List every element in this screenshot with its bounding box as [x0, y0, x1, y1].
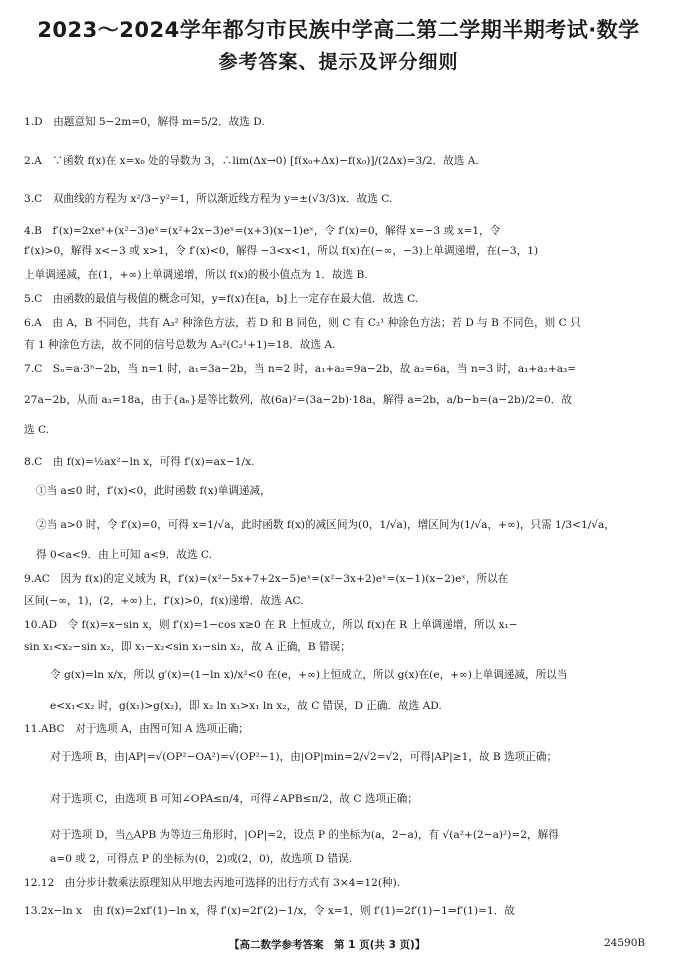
answer-line: a=0 或 2，可得点 P 的坐标为(0，2)或(2，0)，故选项 D 错误. [50, 853, 353, 865]
answer-line: 令 g(x)=ln x/x，所以 g′(x)=(1−ln x)/x²<0 在(e，+∞)上恒成立，所以 g(x)在(e，+∞)上单调递减，所以当 [50, 669, 568, 681]
answer-line: ②当 a>0 时，令 f′(x)=0，可得 x=1/√a，此时函数 f(x)的减区间为(0，1/√a)，增区间为(1/√a，+∞)，只需 1/3<1/√a， [36, 519, 615, 531]
answer-line: 12.12 由分步计数乘法原理知从甲地去丙地可选择的出行方式有 3×4=12(种). [24, 877, 401, 889]
answer-line: 1.D 由题意知 5−2m=0，解得 m=5/2．故选 D. [24, 116, 265, 128]
answer-line: 13.2x−ln x 由 f(x)=2xf′(1)−ln x，得 f′(x)=2f′(2)−1/x，令 x=1，则 f′(1)=2f′(1)−1⇒f′(1)=1．故 [24, 905, 515, 917]
footer-code: 24590B [604, 937, 646, 949]
answer-line: 5.C 由函数的最值与极值的概念可知，y=f(x)在[a，b]上一定存在最大值．故选 C. [24, 293, 419, 305]
answer-line: sin x₁<x₂−sin x₂，即 x₁−x₂<sin x₁−sin x₂，故 A 正确，B 错误； [24, 641, 351, 653]
answer-line: 区间(−∞，1)，(2，+∞)上，f′(x)>0，f(x)递增．故选 AC. [24, 595, 304, 607]
page-title: 2023～2024学年都匀市民族中学高二第二学期半期考试·数学 [37, 18, 640, 42]
answer-line: 10.AD 令 f(x)=x−sin x，则 f′(x)=1−cos x≥0 在 R 上恒成立，所以 f(x)在 R 上单调递增，所以 x₁− [24, 619, 518, 631]
answer-line: 8.C 由 f(x)=½ax²−ln x，可得 f′(x)=ax−1/x. [24, 456, 255, 468]
answer-line: 9.AC 因为 f(x)的定义域为 R，f′(x)=(x²−5x+7+2x−5)eˣ=(x²−3x+2)eˣ=(x−1)(x−2)eˣ，所以在 [24, 573, 509, 585]
answer-line: f′(x)>0，解得 x<−3 或 x>1，令 f′(x)<0，解得 −3<x<1，所以 f(x)在(−∞，−3)上单调递增，在(−3，1) [24, 245, 539, 257]
page-subtitle: 参考答案、提示及评分细则 [218, 51, 459, 73]
answer-line: 对于选项 C，由选项 B 可知∠OPA≤π/4，可得∠APB≤π/2，故 C 选项正确； [50, 793, 418, 805]
answer-line: 得 0<a<9．由上可知 a<9．故选 C. [36, 549, 213, 561]
answer-line: 6.A 由 A，B 不同色，共有 A₃² 种涂色方法，若 D 和 B 同色，则 C 有 C₂¹ 种涂色方法；若 D 与 B 不同色，则 C 只 [24, 317, 581, 329]
answer-line: 3.C 双曲线的方程为 x²/3−y²=1，所以渐近线方程为 y=±(√3/3)x．故选 C. [24, 193, 393, 205]
answer-line: 4.B f′(x)=2xeˣ+(x²−3)eˣ=(x²+2x−3)eˣ=(x+3)(x−1)eˣ，令 f′(x)=0，解得 x=−3 或 x=1，令 [24, 225, 501, 237]
answer-line: 7.C Sₙ=a·3ⁿ−2b，当 n=1 时，a₁=3a−2b，当 n=2 时，a₁+a₂=9a−2b，故 a₂=6a，当 n=3 时，a₁+a₂+a₃= [24, 363, 577, 375]
answer-line: ①当 a≤0 时，f′(x)<0，此时函数 f(x)单调递减， [36, 485, 271, 497]
answer-line: 有 1 种涂色方法，故不同的信号总数为 A₃²(C₂¹+1)=18．故选 A. [24, 339, 336, 351]
answer-line: 选 C. [24, 424, 50, 436]
answer-line: 11.ABC 对于选项 A，由图可知 A 选项正确； [24, 723, 249, 735]
answer-line: 2.A ∵函数 f(x)在 x=x₀ 处的导数为 3，∴lim(Δx→0) [f(x₀+Δx)−f(x₀)]/(2Δx)=3/2．故选 A. [24, 155, 479, 167]
answer-line: 上单调递减，在(1，+∞)上单调递增，所以 f(x)的极小值点为 1．故选 B. [24, 269, 368, 281]
answer-line: e<x₁<x₂ 时，g(x₁)>g(x₂)，即 x₂ ln x₁>x₁ ln x₂，故 C 错误，D 正确．故选 AD. [50, 700, 442, 712]
answer-line: 对于选项 B，由|AP|=√(OP²−OA²)=√(OP²−1)，由|OP|min=2/√2=√2，可得|AP|≥1，故 B 选项正确； [50, 751, 558, 763]
answer-line: 27a−2b，从而 a₃=18a，由于{aₙ}是等比数列，故(6a)²=(3a−2b)·18a，解得 a=2b，a/b−b=(a−2b)/2=0．故 [24, 394, 572, 406]
footer-page-info: 【高二数学参考答案 第 1 页(共 3 页)】 [229, 939, 426, 951]
answer-line: 对于选项 D，当△APB 为等边三角形时，|OP|=2，设点 P 的坐标为(a，2−a)，有 √(a²+(2−a)²)=2，解得 [50, 829, 559, 841]
